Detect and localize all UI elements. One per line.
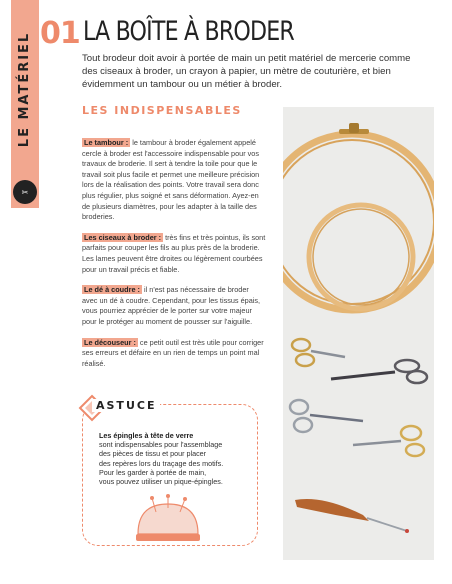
item-tambour xyxy=(82,138,266,223)
seam-ripper-icon xyxy=(295,499,409,533)
hoop-large-icon xyxy=(283,134,434,310)
intro-paragraph: Tout brodeur doit avoir à portée de main un petit matériel de mercerie comme des ciseaux à broder, un crayon à papier, un mètre de couturière, et bien évidemment un tambour ou un métier à broder. xyxy=(82,53,411,90)
hoop-screw-icon xyxy=(339,123,369,134)
item-text: très fins et très pointus, ils sont parfaits pour couper les fils au plus près de la broderie. Les lames peuvent être droites ou légèrement courbées pour un travail précis et fiable. xyxy=(82,232,266,274)
tools-illustration xyxy=(283,107,434,560)
astuce-box xyxy=(82,396,258,546)
astuce-line: des repères lors du traçage des motifs. xyxy=(99,458,224,468)
item-decouseur xyxy=(82,338,266,370)
item-label: Le tambour : xyxy=(84,138,129,147)
item-text: ce petit outil est très utile pour corriger ses erreurs et défaire en un rien de temps un point mal réalisé. xyxy=(82,337,264,368)
scissors-badge-icon xyxy=(13,180,37,204)
item-ciseaux xyxy=(82,233,266,275)
hoop-small-icon xyxy=(309,205,413,309)
astuce-text xyxy=(99,431,249,486)
item-label: Les ciseaux à broder : xyxy=(84,232,162,242)
chapter-number: 01 xyxy=(40,16,80,51)
scissors-silver-icon xyxy=(290,400,363,432)
astuce-title: ASTUCE xyxy=(92,399,160,412)
item-de-a-coudre xyxy=(82,285,266,327)
section-title: LES INDISPENSABLES xyxy=(82,104,242,117)
astuce-line: des pièces de tissu et pour placer xyxy=(99,449,207,459)
scissors-gold-icon xyxy=(292,339,345,366)
item-text: il n'est pas nécessaire de broder avec un dé à coudre. Cependant, pour les tissus épais, vous pourriez apprécier de le porter sur votre majeur pour le protéger au moment de pousser sur l'aiguille. xyxy=(82,285,261,326)
sidebar-label xyxy=(11,24,39,154)
item-label: Le dé à coudre : xyxy=(84,285,140,295)
astuce-line: vous pouvez utiliser un pique-épingles. xyxy=(99,477,223,487)
tools-photo xyxy=(283,107,434,560)
items-list xyxy=(82,138,266,379)
astuce-heading: Les épingles à tête de verre xyxy=(99,431,194,440)
scissors-dark-icon xyxy=(331,360,427,383)
astuce-line: Pour les garder à portée de main, xyxy=(99,467,207,477)
sidebar-label-text: LE MATÉRIEL xyxy=(17,31,33,147)
pincushion-icon xyxy=(128,494,208,544)
scissors-icon: ✂ xyxy=(21,187,29,197)
astuce-line: sont indispensables pour l'assemblage xyxy=(99,440,223,450)
item-label: Le découseur : xyxy=(84,337,136,347)
scissors-gold-small-icon xyxy=(353,426,424,456)
item-text: le tambour à broder également appelé cercle à broder est l'accessoire indispensable pour vos travaux de broderie. Il sert à tendre la toile pour que le travail soit plus facile et permet une meilleure précision lors de la réalisation des points. Votre travail sera donc plus régulier, plus soigné et sans déformation. Ayez-en de plusieurs diamètres, pour les adapter à la taille des broderies. xyxy=(82,138,260,222)
page-title: LA BOÎTE À BRODER xyxy=(83,16,294,47)
